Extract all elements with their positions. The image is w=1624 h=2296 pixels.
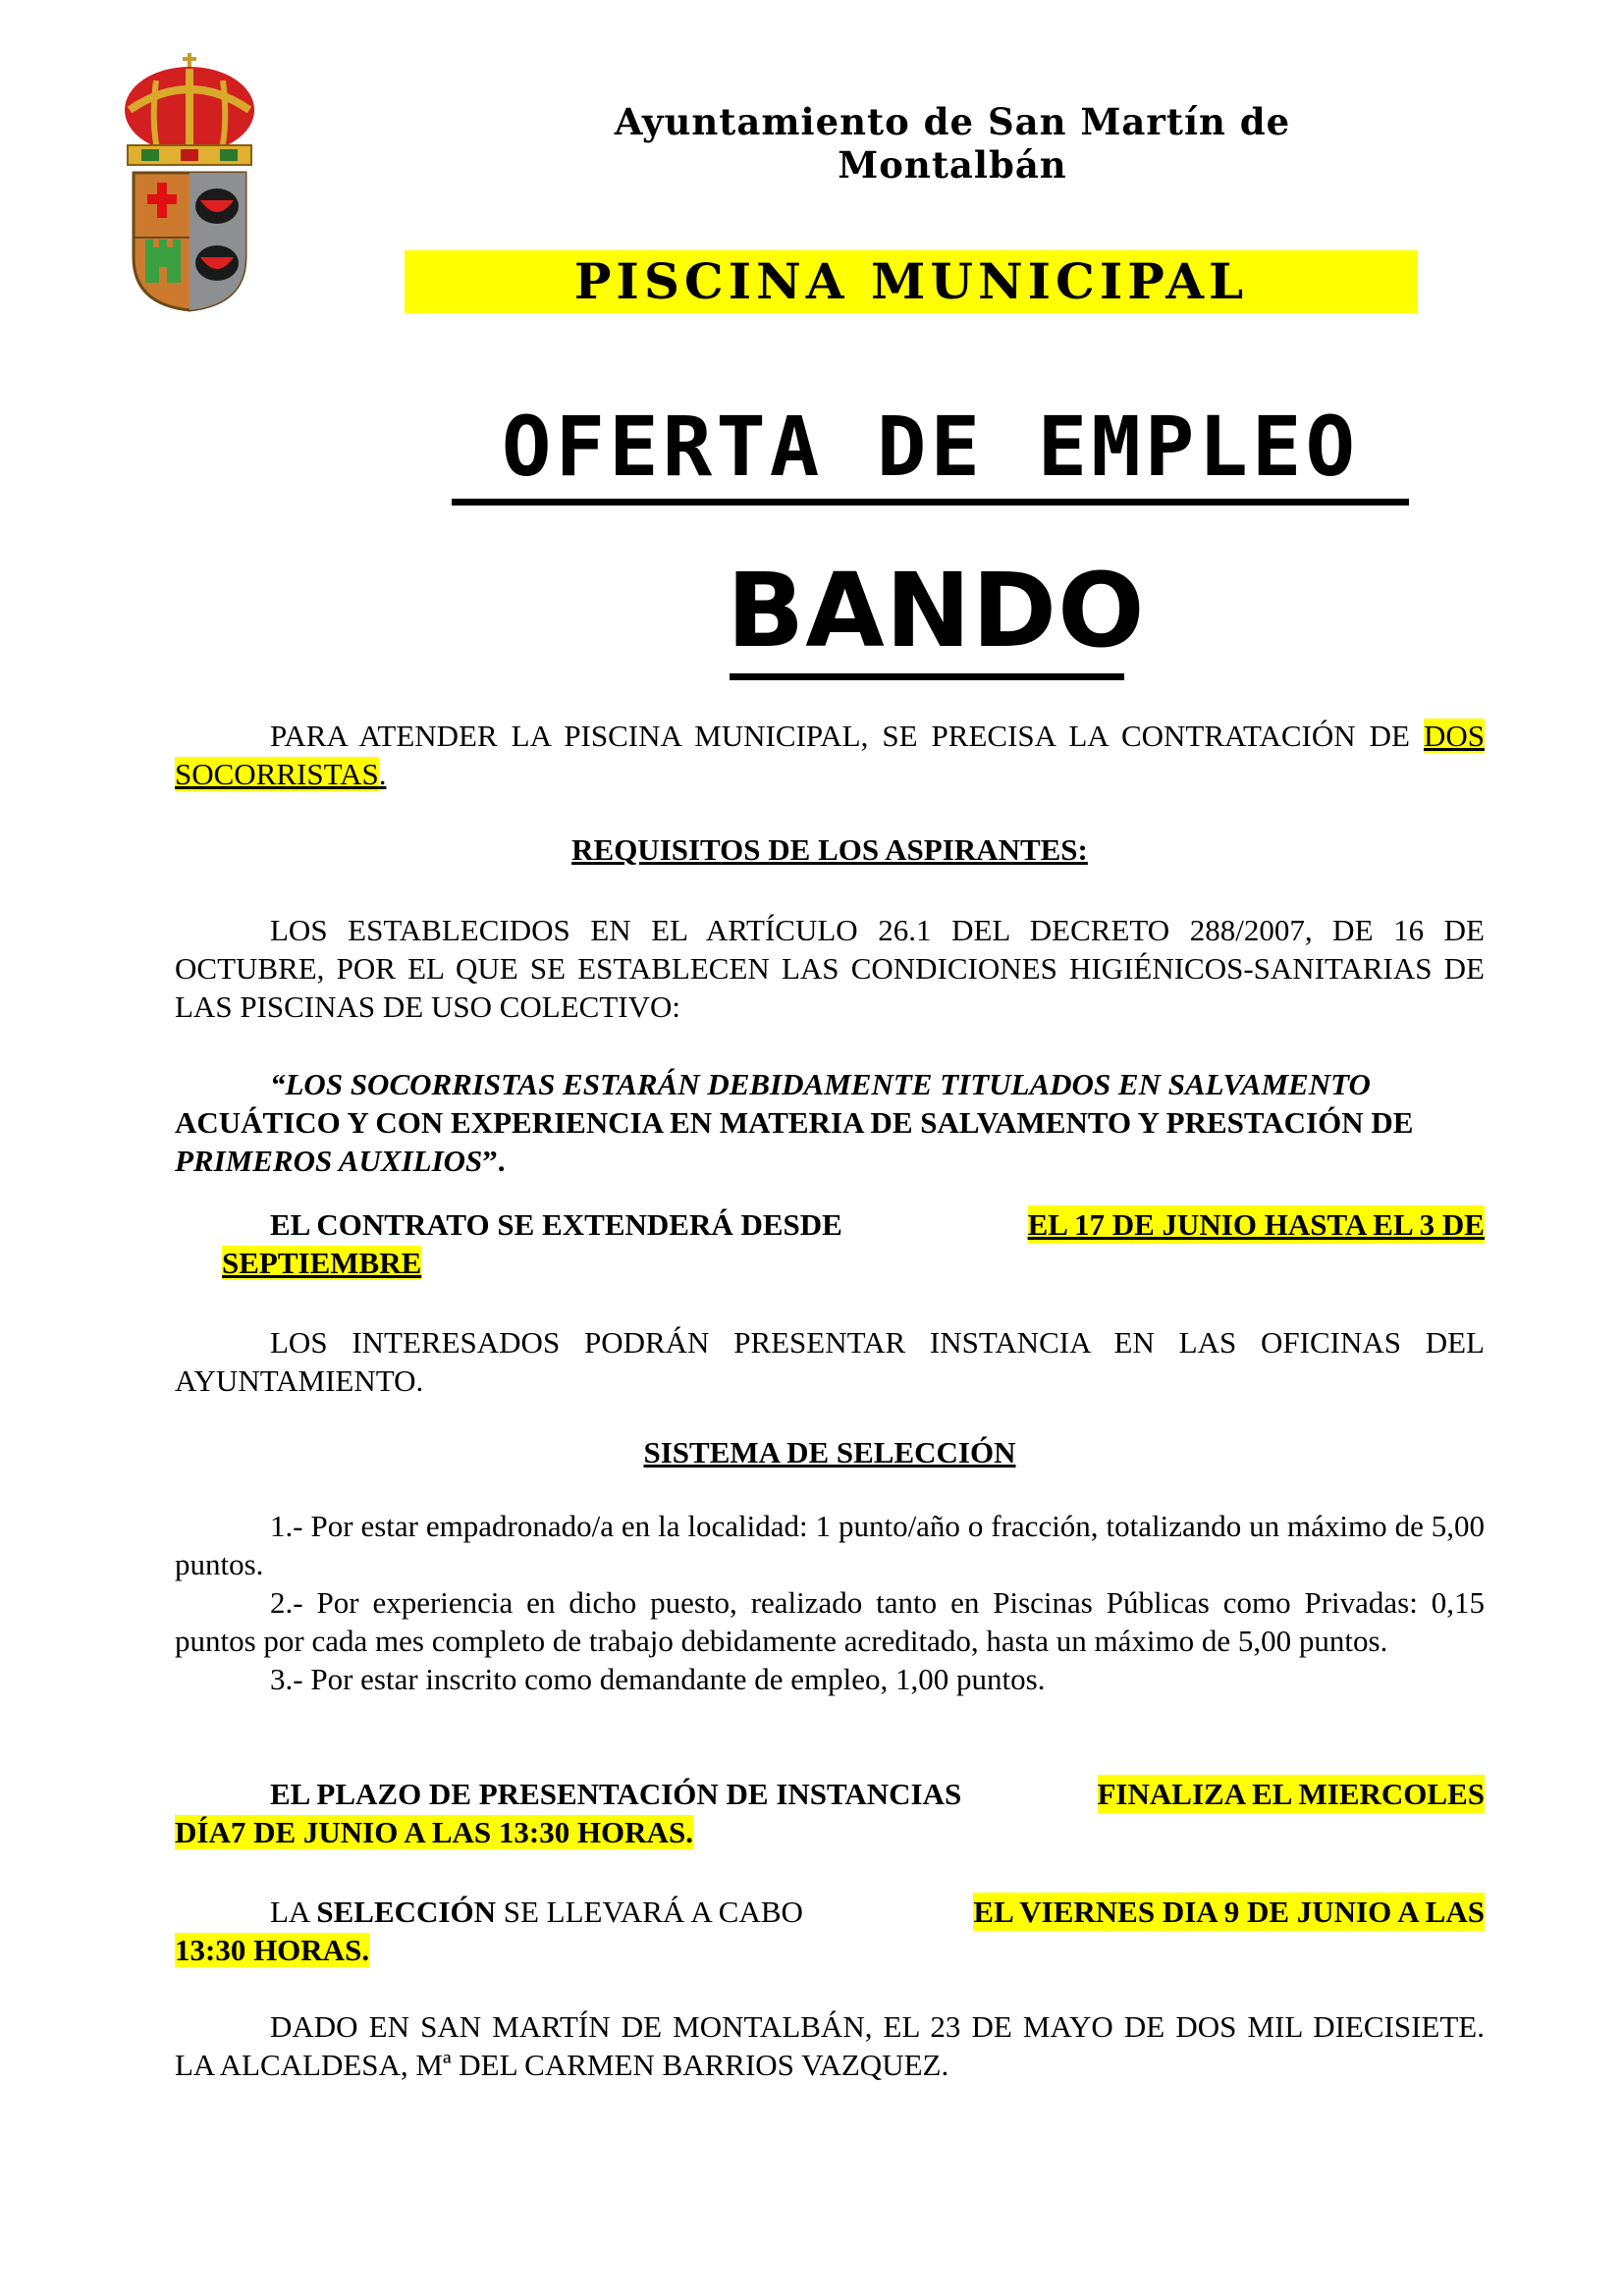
contrato-highlight-b: SEPTIEMBRE bbox=[222, 1246, 422, 1280]
requisitos-paragraph: LOS ESTABLECIDOS EN EL ARTÍCULO 26.1 DEL DECRETO 288/2007, DE 16 DE OCTUBRE, POR EL QUE SE ESTABLECEN LAS CONDICIONES HIGIÉNICOS-SANITARIAS DE LAS PISCINAS DE USO COLECTIVO: bbox=[175, 913, 1485, 1024]
seleccion-fecha-pre: LA bbox=[270, 1895, 317, 1929]
seleccion-fecha-highlight-b: 13:30 HORAS. bbox=[175, 1933, 370, 1967]
organization-title bbox=[461, 100, 1443, 187]
seleccion-fecha-bold: SELECCIÓN bbox=[316, 1895, 496, 1929]
seleccion-fecha-paragraph bbox=[175, 1893, 1485, 1969]
seleccion-list bbox=[175, 1507, 1485, 1698]
seleccion-item-1: 1.- Por estar empadronado/a en la localidad: 1 punto/año o fracción, totalizando un máximo de 5,00 puntos. bbox=[175, 1509, 1485, 1581]
seleccion-heading: SISTEMA DE SELECCIÓN bbox=[643, 1435, 1016, 1469]
seleccion-item-2: 2.- Por experiencia en dicho puesto, realizado tanto en Piscinas Públicas como Privadas: 0,15 puntos por cada mes completo de trabajo debidamente acreditado, hasta un máximo de 5,00 puntos. bbox=[175, 1585, 1485, 1658]
quote-line2: ACUÁTICO Y CON EXPERIENCIA EN MATERIA DE SALVAMENTO Y PRESTACIÓN DE bbox=[175, 1105, 1414, 1140]
bando-heading: BANDO bbox=[727, 551, 1146, 670]
quote-line1: “LOS SOCORRISTAS ESTARÁN DEBIDAMENTE TITULADOS EN SALVAMENTO bbox=[270, 1067, 1371, 1101]
intro-period: . bbox=[378, 757, 387, 791]
seleccion-fecha-highlight-a: EL VIERNES DIA 9 DE JUNIO A LAS bbox=[973, 1895, 1485, 1929]
plazo-paragraph bbox=[175, 1775, 1485, 1851]
plazo-highlight-b: DÍA7 DE JUNIO A LAS 13:30 HORAS. bbox=[175, 1815, 693, 1849]
interesados-paragraph: LOS INTERESADOS PODRÁN PRESENTAR INSTANCIA EN LAS OFICINAS DEL AYUNTAMIENTO. bbox=[175, 1325, 1485, 1398]
seleccion-fecha-mid: SE LLEVARÁ A CABO bbox=[495, 1895, 803, 1929]
quote-end: ”. bbox=[482, 1144, 506, 1178]
organization-title-line2: Montalbán bbox=[838, 143, 1067, 187]
oferta-underline bbox=[452, 499, 1409, 506]
quote-line3: PRIMEROS AUXILIOS bbox=[175, 1144, 483, 1178]
contrato-paragraph bbox=[175, 1205, 1485, 1282]
contrato-highlight-a: EL 17 DE JUNIO HASTA EL 3 DE bbox=[1027, 1207, 1485, 1242]
intro-text: PARA ATENDER LA PISCINA MUNICIPAL, SE PRECISA LA CONTRATACIÓN DE bbox=[270, 719, 1424, 753]
piscina-banner: PISCINA MUNICIPAL bbox=[405, 250, 1418, 313]
bando-underline bbox=[730, 673, 1124, 680]
requisitos-heading: REQUISITOS DE LOS ASPIRANTES: bbox=[571, 832, 1088, 867]
intro-highlight: DOS SOCORRISTAS bbox=[175, 719, 1485, 791]
intro-paragraph bbox=[175, 717, 1485, 793]
quote-paragraph bbox=[175, 1065, 1485, 1180]
coat-of-arms-logo bbox=[122, 51, 257, 314]
seleccion-item-3: 3.- Por estar inscrito como demandante de empleo, 1,00 puntos. bbox=[270, 1662, 1046, 1696]
plazo-highlight-a: FINALIZA EL MIERCOLES bbox=[1097, 1777, 1485, 1811]
plazo-text: EL PLAZO DE PRESENTACIÓN DE INSTANCIAS bbox=[270, 1777, 962, 1811]
oferta-heading: OFERTA DE EMPLEO bbox=[501, 399, 1360, 495]
contrato-text: EL CONTRATO SE EXTENDERÁ DESDE bbox=[270, 1207, 842, 1242]
firma-paragraph: DADO EN SAN MARTÍN DE MONTALBÁN, EL 23 DE MAYO DE DOS MIL DIECISIETE. LA ALCALDESA, Mª DEL CARMEN BARRIOS VAZQUEZ. bbox=[175, 2009, 1485, 2082]
organization-title-line1: Ayuntamiento de San Martín de bbox=[614, 100, 1291, 143]
